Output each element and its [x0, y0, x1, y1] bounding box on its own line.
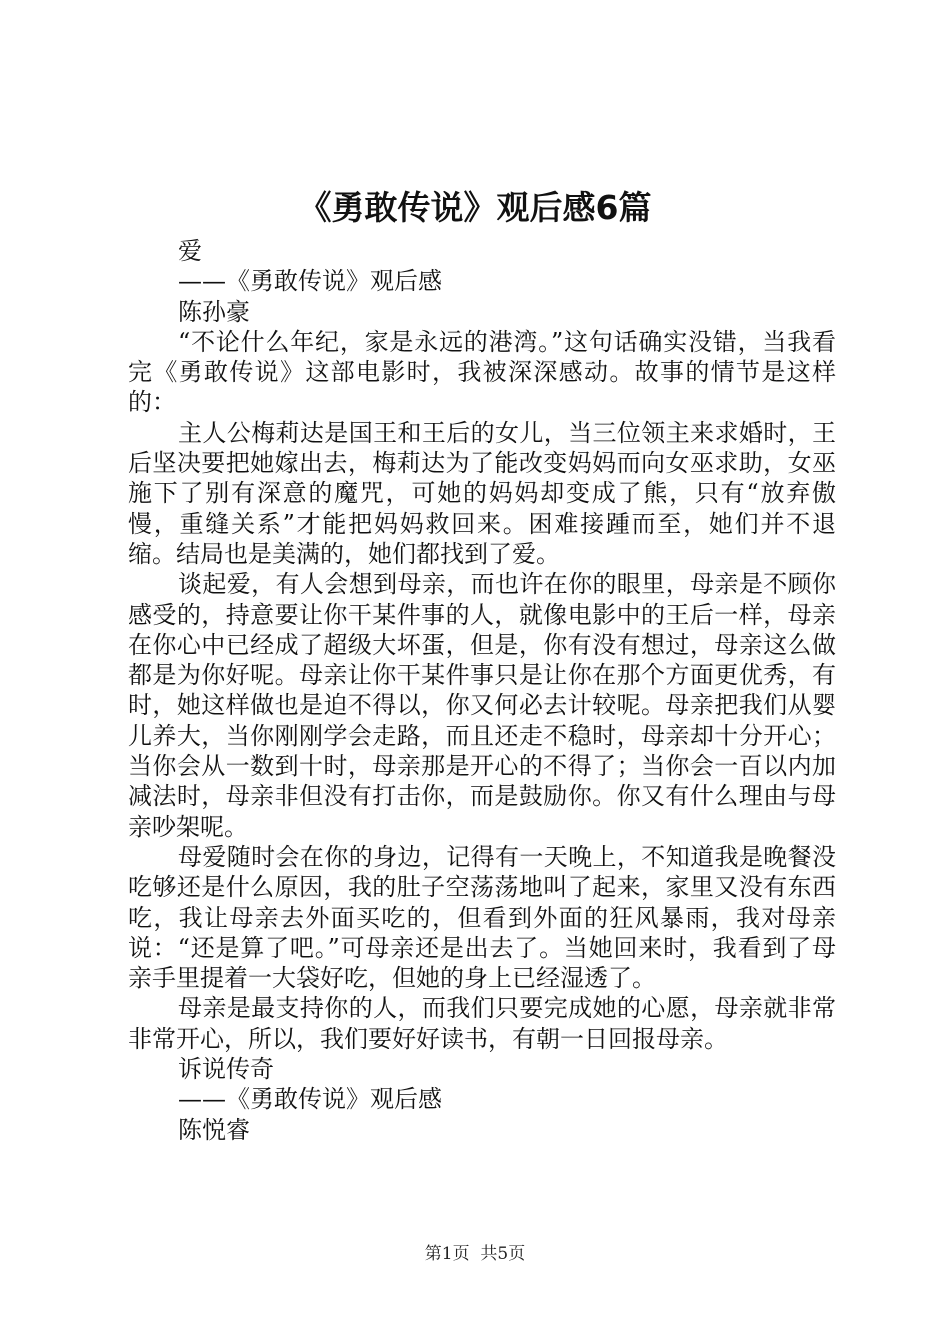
essay-paragraph: 母亲是最支持你的人，而我们只要完成她的心愿，母亲就非常非常开心，所以，我们要好好读书，有朝一日回报母亲。	[128, 994, 836, 1053]
essay-heading: 爱	[178, 237, 202, 265]
essay-subtitle: ——《勇敢传说》观后感	[178, 267, 442, 296]
document-body	[128, 236, 836, 1145]
essay-paragraph: 主人公梅莉达是国王和王后的女儿，当三位领主来求婚时，王后坚决要把她嫁出去，梅莉达为了能改变妈妈而向女巫求助，女巫施下了别有深意的魔咒，可她的妈妈却变成了熊，只有“放弃傲慢，重缝关系”才能把妈妈救回来。困难接踵而至，她们并不退缩。结局也是美满的，她们都找到了爱。	[128, 418, 836, 568]
essay-subtitle: ——《勇敢传说》观后感	[178, 1085, 442, 1114]
essay-author: 陈孙豪	[178, 297, 250, 326]
document-title: 《勇敢传说》观后感6篇	[298, 188, 652, 227]
page-number: 第1页 共5页	[424, 1244, 526, 1264]
essay-heading: 诉说传奇	[178, 1055, 274, 1084]
essay-paragraph: “不论什么年纪，家是永远的港湾。”这句话确实没错，当我看完《勇敢传说》这部电影时，我被深深感动。故事的情节是这样的：	[128, 327, 836, 417]
essay-paragraph: 母爱随时会在你的身边，记得有一天晚上，不知道我是晚餐没吃够还是什么原因，我的肚子空荡荡地叫了起来，家里又没有东西吃，我让母亲去外面买吃的，但看到外面的狂风暴雨，我对母亲说：“还是算了吧。”可母亲还是出去了。当她回来时，我看到了母亲手里提着一大袋好吃，但她的身上已经湿透了。	[128, 842, 836, 993]
essay-paragraph: 谈起爱，有人会想到母亲，而也许在你的眼里，母亲是不顾你感受的，持意要让你干某件事的人，就像电影中的王后一样，母亲在你心中已经成了超级大坏蛋，但是，你有没有想过，母亲这么做都是为你好呢。母亲让你干某件事只是让你在那个方面更优秀，有时，她这样做也是迫不得以，你又何必去计较呢。母亲把我们从婴儿养大，当你刚刚学会走路，而且还走不稳时，母亲却十分开心；当你会从一数到十时，母亲那是开心的不得了；当你会一百以内加减法时，母亲非但没有打击你，而是鼓励你。你又有什么理由与母亲吵架呢。	[128, 570, 836, 841]
essay-author: 陈悦睿	[178, 1115, 250, 1144]
